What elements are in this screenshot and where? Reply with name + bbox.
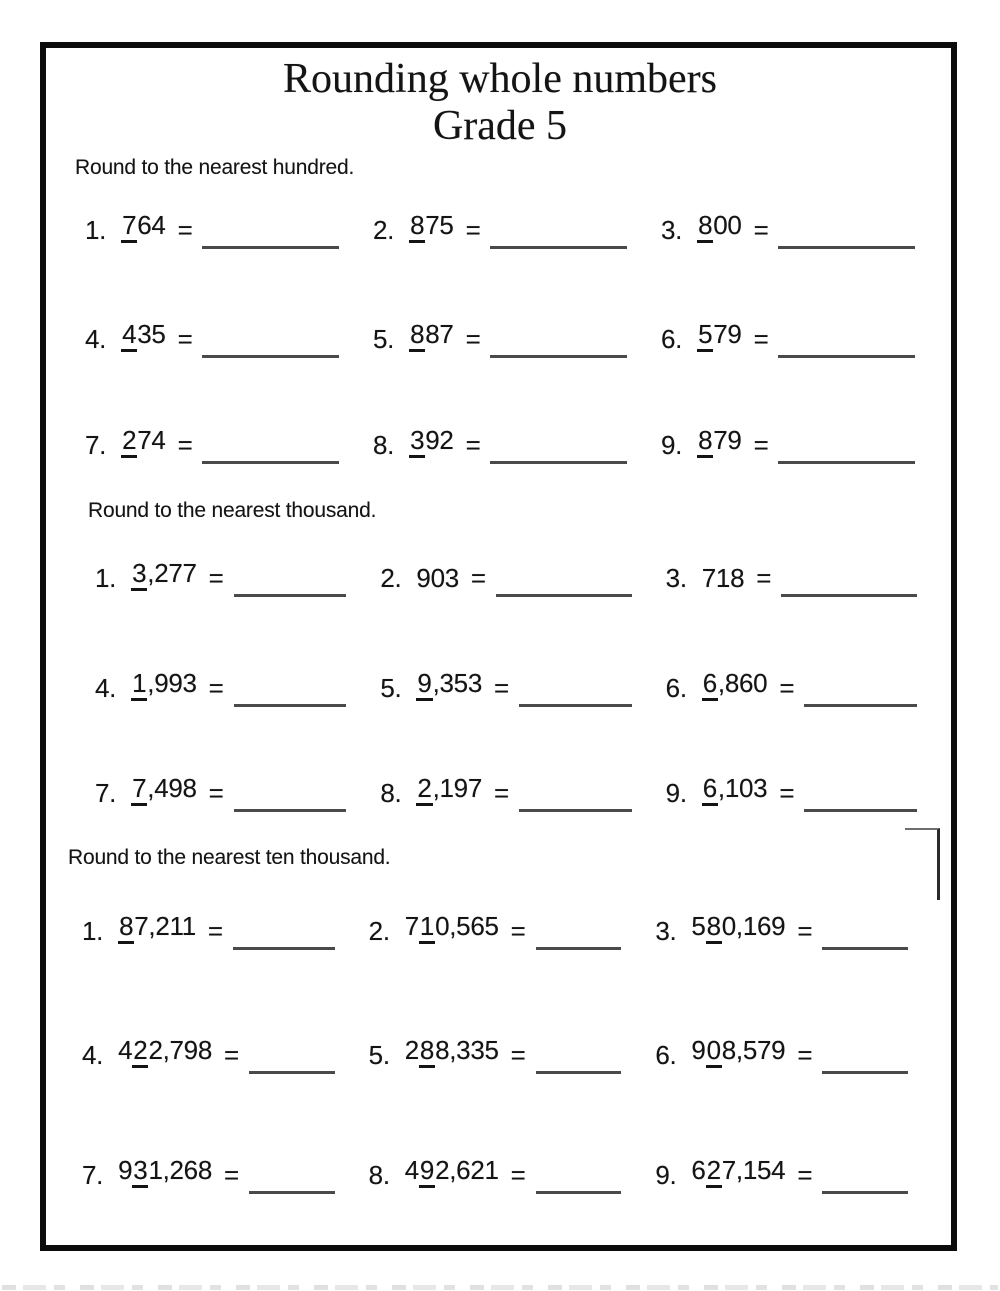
problem-number: 8. [368, 1160, 390, 1190]
equals-sign: = [465, 430, 481, 460]
equals-sign: = [494, 778, 509, 808]
problem [380, 560, 631, 591]
problem-number: 4. [95, 673, 117, 703]
underlined-digit: 8 [419, 1037, 435, 1068]
problem-number: 8. [373, 430, 395, 460]
equals-sign: = [224, 1160, 239, 1190]
problem-row [95, 560, 917, 591]
answer-blank[interactable] [490, 355, 627, 358]
underlined-digit: 1 [131, 670, 147, 701]
underlined-digit: 8 [697, 212, 713, 243]
problem-number: 2. [380, 563, 402, 593]
problem [380, 775, 631, 806]
equals-sign: = [756, 563, 772, 593]
problem-value: 764 [121, 212, 166, 243]
worksheet-grade: Grade 5 [432, 103, 568, 149]
problem-number: 9. [661, 430, 683, 460]
problem [95, 775, 346, 806]
equals-sign: = [753, 215, 769, 245]
problem-row [82, 913, 908, 944]
problem [373, 321, 627, 352]
problem [373, 212, 627, 243]
problem-value: 9,353 [416, 670, 482, 701]
problem [373, 427, 627, 458]
problem-value: 875 [409, 212, 454, 243]
problem-number: 6. [655, 1040, 677, 1070]
answer-blank[interactable] [233, 947, 335, 950]
problem-number: 3. [655, 916, 677, 946]
equals-sign: = [510, 1040, 526, 1070]
problem [369, 913, 622, 944]
equals-sign: = [797, 916, 813, 946]
problem-value: 908,579 [691, 1037, 785, 1068]
underlined-digit: 8 [697, 427, 713, 458]
problem-value: 579 [697, 321, 742, 352]
section-heading-thousand: Round to the nearest thousand. [88, 499, 377, 522]
problem-value: 392 [409, 427, 454, 458]
problem-row [85, 427, 915, 458]
answer-blank[interactable] [202, 461, 339, 464]
answer-blank[interactable] [519, 809, 632, 812]
problem [82, 913, 335, 944]
problem [95, 670, 346, 701]
problem-value: 6,103 [702, 775, 768, 806]
answer-blank[interactable] [234, 809, 347, 812]
problem-row [82, 1157, 908, 1188]
equals-sign: = [797, 1040, 813, 1070]
problem-number: 5. [373, 324, 395, 354]
underlined-digit: 8 [409, 212, 425, 243]
answer-blank[interactable] [822, 1191, 908, 1194]
underlined-digit: 9 [416, 670, 432, 701]
problem-value: 887 [409, 321, 454, 352]
problem-value: 87,211 [118, 913, 196, 944]
underlined-digit: 6 [702, 775, 718, 806]
equals-sign: = [753, 430, 769, 460]
equals-sign: = [494, 673, 509, 703]
problem-value: 6,860 [702, 670, 768, 701]
problem-value: 492,621 [405, 1157, 499, 1188]
problem-row [82, 1037, 908, 1068]
scan-artifact-corner-bracket [905, 828, 940, 900]
underlined-digit: 7 [121, 212, 137, 243]
problem-number: 6. [665, 673, 687, 703]
answer-blank[interactable] [202, 355, 339, 358]
section-heading-ten-thousand: Round to the nearest ten thousand. [68, 846, 391, 869]
underlined-digit: 5 [697, 321, 713, 352]
problem [661, 321, 915, 352]
problem [655, 913, 908, 944]
underlined-digit: 3 [409, 427, 425, 458]
answer-blank[interactable] [822, 1071, 908, 1074]
answer-blank[interactable] [490, 246, 627, 249]
problem-row [95, 670, 917, 701]
problem-value: 627,154 [691, 1157, 785, 1188]
problem-value: 422,798 [118, 1037, 212, 1068]
answer-blank[interactable] [778, 355, 915, 358]
underlined-digit: 2 [416, 775, 432, 806]
underlined-digit: 8 [706, 913, 722, 944]
problem [666, 775, 917, 806]
equals-sign: = [465, 324, 481, 354]
underlined-digit: 4 [121, 321, 137, 352]
problem-row [85, 212, 915, 243]
problem-number: 8. [380, 778, 402, 808]
problem-number: 2. [373, 215, 395, 245]
answer-blank[interactable] [519, 704, 632, 707]
answer-blank[interactable] [490, 461, 627, 464]
problem-number: 1. [85, 215, 107, 245]
equals-sign: = [224, 1040, 239, 1070]
answer-blank[interactable] [496, 594, 632, 597]
answer-blank[interactable] [804, 809, 917, 812]
problem-number: 9. [665, 778, 687, 808]
equals-sign: = [177, 430, 193, 460]
underlined-digit: 8 [409, 321, 425, 352]
problem-value: 3,277 [131, 560, 197, 591]
problem-number: 4. [85, 324, 107, 354]
underlined-digit: 2 [132, 1037, 148, 1068]
problem [82, 1157, 335, 1188]
equals-sign: = [177, 324, 193, 354]
underlined-digit: 7 [131, 775, 147, 806]
equals-sign: = [208, 563, 224, 593]
problem [666, 670, 917, 701]
answer-blank[interactable] [234, 594, 347, 597]
underlined-digit: 3 [132, 1157, 148, 1188]
problem-number: 5. [380, 673, 402, 703]
underlined-digit: 0 [706, 1037, 722, 1068]
answer-blank[interactable] [536, 1071, 622, 1074]
problem [655, 1037, 908, 1068]
underlined-digit: 8 [118, 913, 134, 944]
problem-value: 580,169 [691, 913, 785, 944]
problem-value: 288,335 [405, 1037, 499, 1068]
answer-blank[interactable] [234, 704, 347, 707]
equals-sign: = [470, 563, 486, 593]
answer-blank[interactable] [778, 246, 915, 249]
problem [661, 427, 915, 458]
scan-artifact-bottom-noise [2, 1285, 998, 1290]
problem-number: 1. [95, 563, 117, 593]
problem [85, 212, 339, 243]
problem-number: 7. [95, 778, 117, 808]
answer-blank[interactable] [249, 1191, 335, 1194]
section-heading-hundred: Round to the nearest hundred. [75, 156, 355, 179]
worksheet-title: Rounding whole numbers [283, 56, 717, 102]
answer-blank[interactable] [202, 246, 339, 249]
equals-sign: = [208, 673, 224, 703]
problem-number: 6. [661, 324, 683, 354]
equals-sign: = [208, 778, 224, 808]
problem-number: 4. [82, 1040, 104, 1070]
answer-blank[interactable] [781, 594, 917, 597]
problem-number: 9. [655, 1160, 677, 1190]
equals-sign: = [779, 673, 795, 703]
problem-value: 274 [121, 427, 166, 458]
answer-blank[interactable] [249, 1071, 335, 1074]
underlined-digit: 2 [706, 1157, 722, 1188]
answer-blank[interactable] [804, 704, 917, 707]
problem-value: 2,197 [416, 775, 482, 806]
problem-row [85, 321, 915, 352]
problem-value: 800 [697, 212, 742, 243]
equals-sign: = [510, 1160, 526, 1190]
problem [85, 321, 339, 352]
equals-sign: = [753, 324, 769, 354]
answer-blank[interactable] [536, 1191, 622, 1194]
problem-number: 7. [82, 1160, 104, 1190]
equals-sign: = [797, 1160, 813, 1190]
equals-sign: = [207, 916, 223, 946]
problem [369, 1037, 622, 1068]
equals-sign: = [465, 215, 481, 245]
problem-value: 718 [701, 563, 745, 593]
problem-value: 903 [416, 563, 459, 593]
equals-sign: = [510, 916, 526, 946]
underlined-digit: 6 [702, 670, 718, 701]
answer-blank[interactable] [536, 947, 622, 950]
problem-number: 5. [368, 1040, 390, 1070]
problem-value: 710,565 [405, 913, 499, 944]
problem [666, 560, 917, 591]
problem-value: 7,498 [131, 775, 197, 806]
problem-value: 879 [697, 427, 742, 458]
problem [380, 670, 631, 701]
problem-value: 435 [121, 321, 166, 352]
answer-blank[interactable] [822, 947, 908, 950]
equals-sign: = [177, 215, 193, 245]
problem [661, 212, 915, 243]
problem [82, 1037, 335, 1068]
problem [655, 1157, 908, 1188]
underlined-digit: 2 [121, 427, 137, 458]
problem-number: 1. [82, 916, 104, 946]
problem-number: 2. [368, 916, 390, 946]
problem-number: 3. [661, 215, 683, 245]
problem-number: 3. [665, 563, 687, 593]
problem-value: 931,268 [118, 1157, 212, 1188]
problem-value: 1,993 [131, 670, 197, 701]
underlined-digit: 1 [419, 913, 435, 944]
equals-sign: = [779, 778, 795, 808]
underlined-digit: 3 [131, 560, 147, 591]
problem-row [95, 775, 917, 806]
underlined-digit: 9 [419, 1157, 435, 1188]
problem [85, 427, 339, 458]
answer-blank[interactable] [778, 461, 915, 464]
problem [95, 560, 346, 591]
problem-number: 7. [85, 430, 107, 460]
problem [369, 1157, 622, 1188]
